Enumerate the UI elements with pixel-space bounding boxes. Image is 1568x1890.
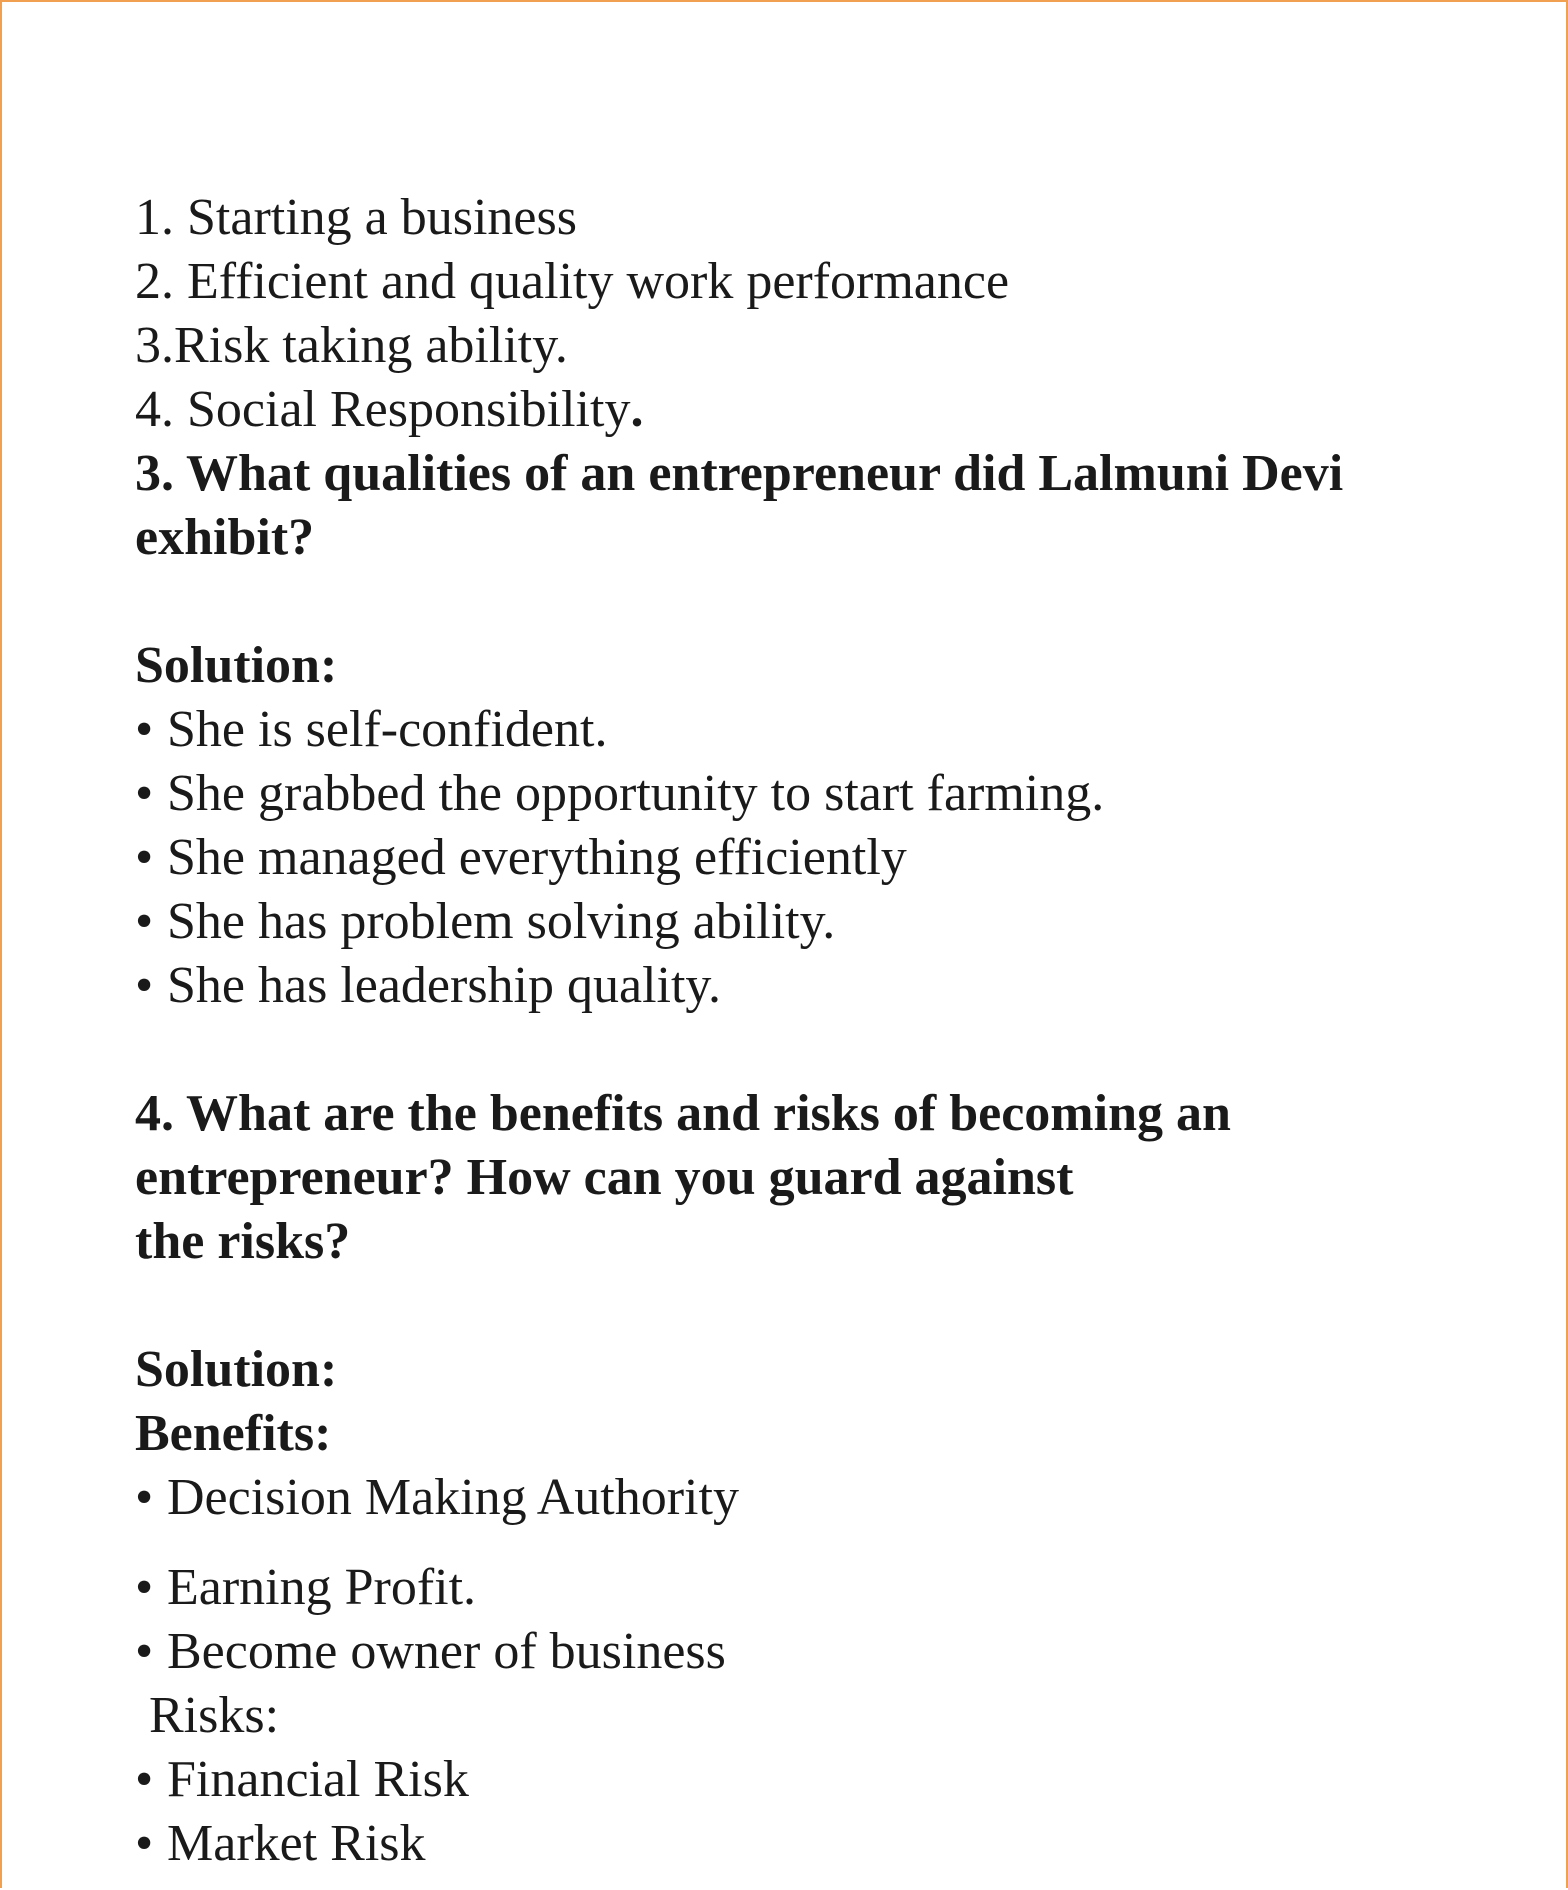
bullet-icon: • [135,1559,154,1616]
solution-label: Solution: [135,1341,338,1398]
benefit-text: Earning Profit. [167,1559,477,1616]
spacer [135,570,1465,634]
answer-item [135,890,1465,954]
answer-text: She is self-confident. [167,701,608,758]
solution-label: Solution: [135,637,338,694]
bullet-icon: • [135,1815,154,1872]
risk-text: Market Risk [167,1815,426,1872]
page-content [135,186,1465,1876]
answer-text: She has leadership quality. [167,957,722,1014]
answer-text: She grabbed the opportunity to start farming. [167,765,1105,822]
risk-item [135,1812,1465,1876]
spacer [135,1274,1465,1338]
bullet-icon: • [135,1751,154,1808]
answer-item [135,826,1465,890]
spacer [135,1018,1465,1082]
question-4-heading-cont: the risks? [135,1213,351,1270]
spacer [135,1530,1465,1556]
benefit-item [135,1620,1465,1684]
question-4-heading: 4. What are the benefits and risks of becoming an [135,1085,1231,1142]
bullet-icon: • [135,701,154,758]
question-3-heading-cont: exhibit? [135,509,315,566]
list-item: 2. Efficient and quality work performance [135,253,1010,310]
benefit-item [135,1556,1465,1620]
answer-item [135,762,1465,826]
bullet-icon: • [135,765,154,822]
bullet-icon: • [135,957,154,1014]
bullet-icon: • [135,1469,154,1526]
question-3-heading: 3. What qualities of an entrepreneur did Lalmuni Devi [135,445,1344,502]
benefit-item [135,1466,1465,1530]
risk-item [135,1748,1465,1812]
answer-item [135,698,1465,762]
list-item [135,378,1465,442]
benefits-label: Benefits: [135,1405,332,1462]
list-item: 1. Starting a business [135,189,577,246]
bullet-icon: • [135,829,154,886]
list-item-period: . [630,381,644,438]
bullet-icon: • [135,893,154,950]
list-item: 3.Risk taking ability. [135,317,568,374]
list-item-text: 4. Social Responsibility [135,381,631,438]
risks-label: Risks: [149,1687,280,1744]
benefit-text: Decision Making Authority [167,1469,739,1526]
bullet-icon: • [135,1623,154,1680]
question-4-heading-cont: entrepreneur? How can you guard against [135,1149,1074,1206]
risk-text: Financial Risk [167,1751,469,1808]
benefit-text: Become owner of business [167,1623,726,1680]
answer-text: She managed everything efficiently [167,829,907,886]
answer-item [135,954,1465,1018]
answer-text: She has problem solving ability. [167,893,836,950]
